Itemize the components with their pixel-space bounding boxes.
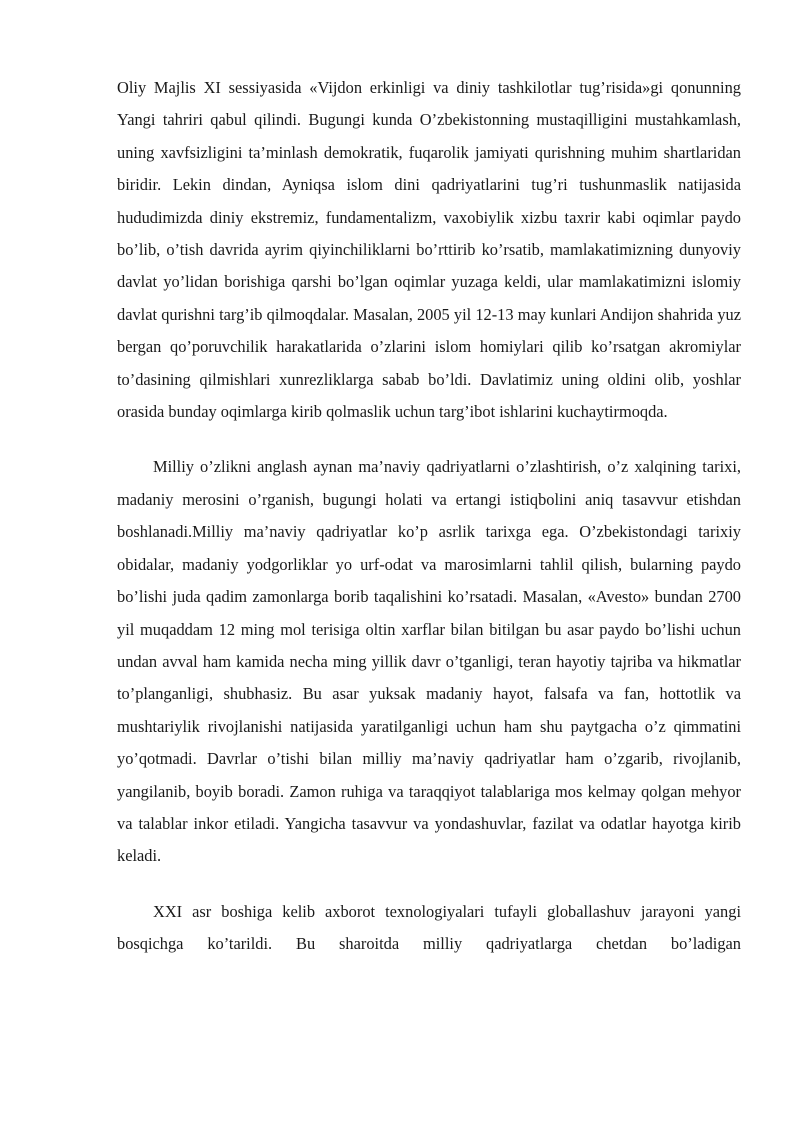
paragraph-spacer	[117, 873, 741, 896]
paragraph-religious-freedom-law: Oliy Majlis XI sessiyasida «Vijdon erkinligi va diniy tashkilotlar tug’risida»gi qonunning Yangi tahriri qabul qilindi. Bugungi kunda O’zbekistonning mustaqilligini mustahkamlash, uning xavfsizligini ta’minlash demokratik, fuqarolik jamiyati qurishning muhim shartlaridan biridir. Lekin dindan, Ayniqsa islom dini qadriyatlarini tug’ri tushunmaslik natijasida hududimizda diniy ekstremiz, fundamentalizm, vaxobiylik xizbu taxrir kabi oqimlar paydo bo’lib, o’tish davrida ayrim qiyinchiliklarni bo’rttirib ko’rsatib, mamlakatimizning dunyoviy davlat yo’lidan borishiga qarshi bo’lgan oqimlar yuzaga keldi, ular mamlakatimizni islomiy davlat qurishni targ’ib qilmoqdalar. Masalan, 2005 yil 12-13 may kunlari Andijon shahrida yuz bergan qo’poruvchilik harakatlarida o’zlarini islom homiylari qilib ko’rsatgan akromiylar to’dasining qilmishlari xunrezliklarga sabab bo’ldi. Davlatimiz uning oldini olib, yoshlar orasida bunday oqimlarga kirib qolmaslik uchun targ’ibot ishlarini kuchaytirmoqda.	[117, 78, 741, 422]
document-page	[117, 72, 741, 961]
paragraph-national-values: Milliy o’zlikni anglash aynan ma’naviy qadriyatlarni o’zlashtirish, o’z xalqining tarixi, madaniy merosini o’rganish, bugungi holati va ertangi istiqbolini aniq tasavvur etishdan boshlanadi.Milliy ma’naviy qadriyatlar ko’p asrlik tarixga ega. O’zbekistondagi tarixiy obidalar, madaniy yodgorliklar yo urf-odat va marosimlarni tahlil qilish, bularning paydo bo’lishi juda qadim zamonlarga borib taqalishini ko’rsatadi. Masalan, «Avesto» bundan 2700 yil muqaddam 12 ming mol terisiga oltin xarflar bilan bitilgan bu asar paydo bo’lishi uchun undan avval ham kamida necha ming yillik davr o’tganligi, teran hayotiy tajriba va hikmatlar to’planganligi, shubhasiz. Bu asar yuksak madaniy hayot, falsafa va fan, hottotlik va mushtariylik rivojlanishi natijasida yaratilganligi uchun ham shu paytgacha o’z qimmatini yo’qotmadi. Davrlar o’tishi bilan milliy ma’naviy qadriyatlar ham o’zgarib, rivojlanib, yangilanib, boyib boradi. Zamon ruhiga va taraqqiyot talablariga mos kelmay qolgan mehyor va talablar inkor etiladi. Yangicha tasavvur va yondashuvlar, fazilat va odatlar hayotga kirib keladi.	[117, 457, 741, 866]
paragraph-globalization: XXI asr boshiga kelib axborot texnologiyalari tufayli globallashuv jarayoni yangi bosqichga ko’tarildi. Bu sharoitda milliy qadriyatlarga chetdan bo’ladigan	[117, 901, 741, 954]
paragraph-spacer	[117, 428, 741, 451]
